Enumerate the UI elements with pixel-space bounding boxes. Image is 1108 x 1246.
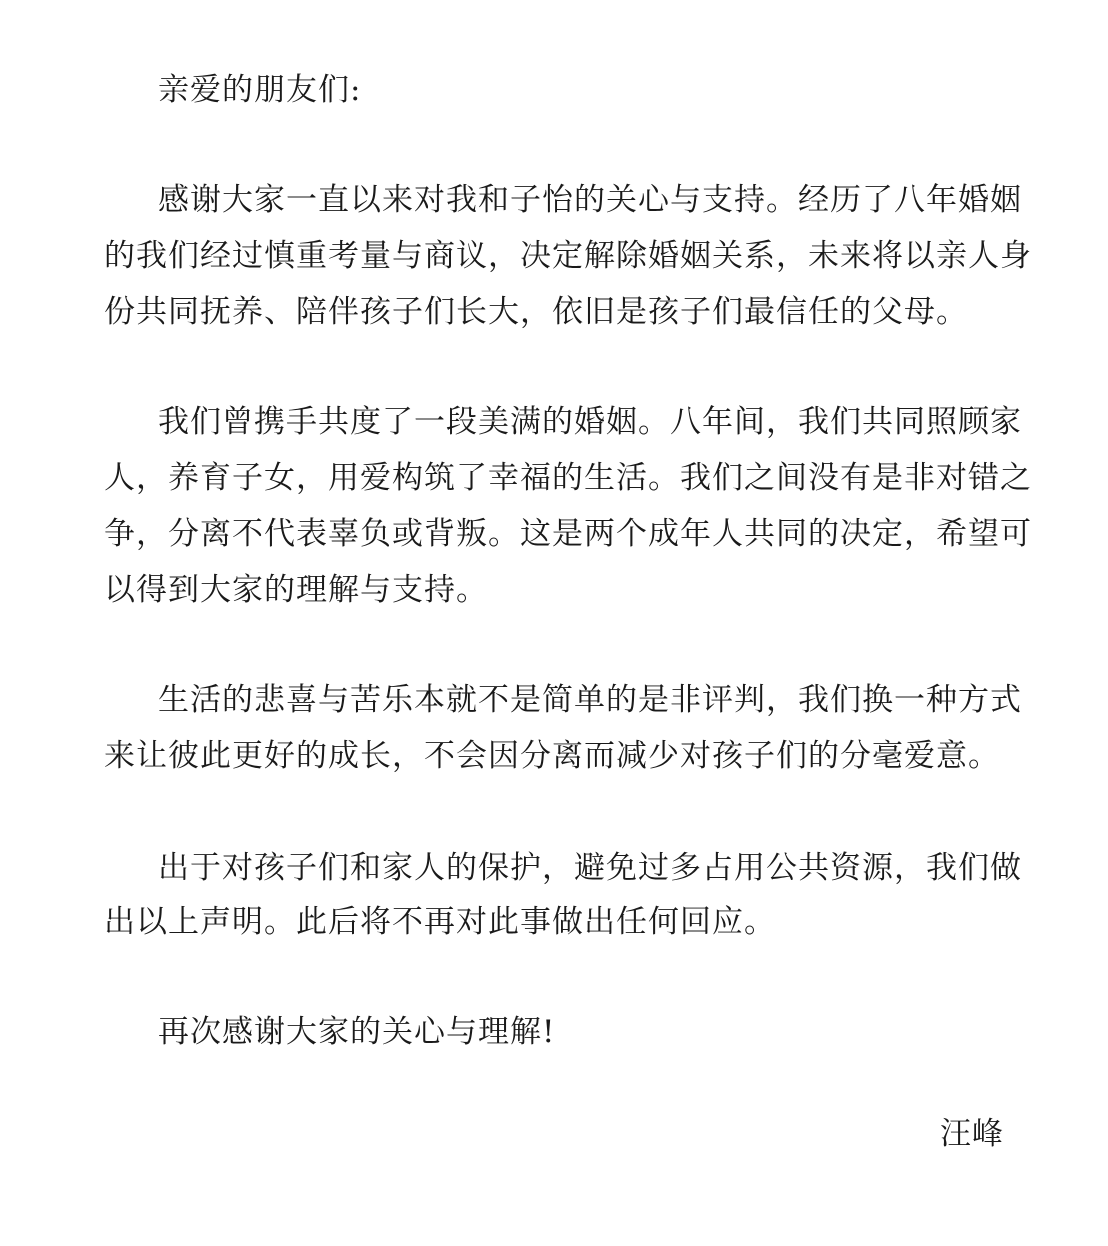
greeting: 亲爱的朋友们: bbox=[158, 72, 362, 108]
paragraph-line: 感谢大家一直以来对我和子怡的关心与支持。经历了八年婚姻 bbox=[158, 182, 1022, 218]
paragraph-line: 来让彼此更好的成长，不会因分离而减少对孩子们的分毫爱意。 bbox=[104, 738, 1000, 774]
closing-line: 再次感谢大家的关心与理解! bbox=[158, 1014, 556, 1050]
paragraph-line: 生活的悲喜与苦乐本就不是简单的是非评判，我们换一种方式 bbox=[158, 682, 1022, 718]
paragraph-line: 出以上声明。此后将不再对此事做出任何回应。 bbox=[104, 904, 776, 940]
paragraph-line: 份共同抚养、陪伴孩子们长大，依旧是孩子们最信任的父母。 bbox=[104, 294, 968, 330]
paragraph-line: 争，分离不代表辜负或背叛。这是两个成年人共同的决定，希望可 bbox=[104, 516, 1032, 552]
paragraph-line: 出于对孩子们和家人的保护，避免过多占用公共资源，我们做 bbox=[158, 850, 1022, 886]
paragraph-line: 的我们经过慎重考量与商议，决定解除婚姻关系，未来将以亲人身 bbox=[104, 238, 1032, 274]
paragraph-line: 以得到大家的理解与支持。 bbox=[104, 572, 488, 608]
paragraph-line: 我们曾携手共度了一段美满的婚姻。八年间，我们共同照顾家 bbox=[158, 404, 1022, 440]
signature: 汪峰 bbox=[940, 1116, 1004, 1152]
paragraph-line: 人，养育子女，用爱构筑了幸福的生活。我们之间没有是非对错之 bbox=[104, 460, 1032, 496]
